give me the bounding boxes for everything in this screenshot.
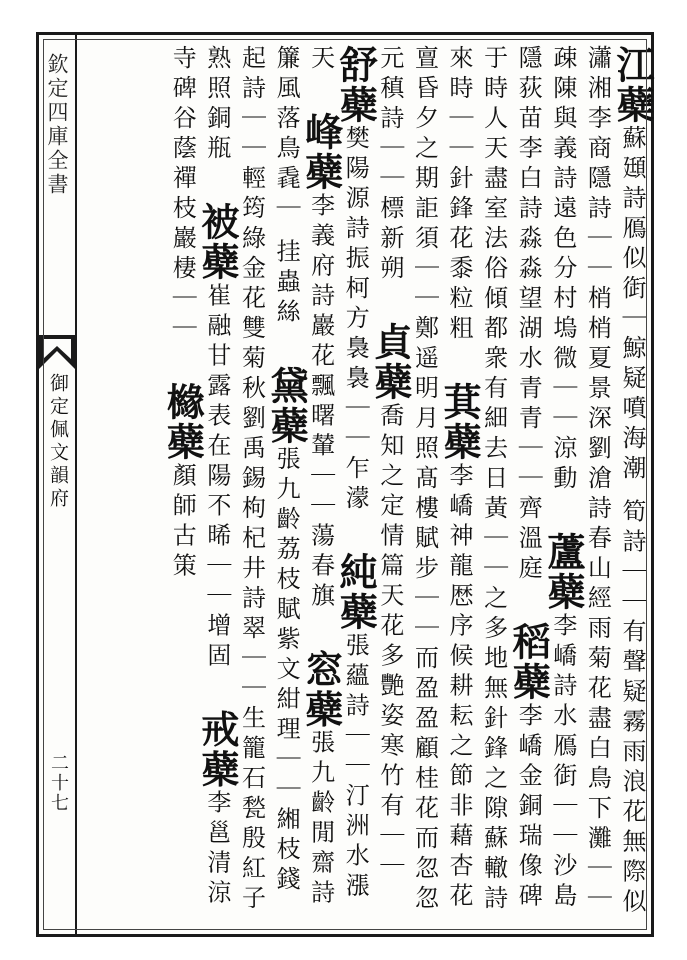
margin-book-title: 御定佩文韻府 — [47, 373, 69, 511]
entry-head: 純蘗 — [333, 552, 379, 633]
page-frame — [36, 32, 654, 937]
entry-head: 戒蘗 — [194, 709, 240, 790]
entry-text: 蘇頲詩鴈似衘｜鯨疑噴海潮 筍詩｜｜有聲疑霧雨浪花無際似瀟湘李商隱詩｜｜梢梢夏景深劉滄詩春山經雨菊花盡白鳥下灘｜｜疎陳與義詩遠色分村塢微｜｜涼動 — [548, 45, 646, 919]
entry-text: 李嶠神龍厯序候耕耘之節非藉杏花亶昏夕之期詎須｜｜鄭遥明月照髙樓賦步｜｜而盈盈顧桂花而忽忽元稹詩｜｜標新朔 — [375, 45, 474, 915]
entry-head: 峰蘗 — [298, 112, 344, 193]
entry-text: 顏師古策 — [168, 462, 197, 583]
entry — [160, 45, 655, 925]
entry-text: 樊陽源詩振柯方裊裊｜｜乍濛 — [341, 125, 370, 515]
entry-head: 萁蘗 — [437, 382, 483, 463]
entry-head: 舒蘗 — [333, 45, 379, 125]
entry-text: 崔融甘露表在陽不晞｜｜增固 — [202, 282, 231, 673]
entry-text: 張九齡荔枝賦紫文紺理｜｜緗枝錢起詩｜｜輕筠綠金花雙菊秋劉禹錫枸杞井詩翠｜｜生籠石甃殷紅子熟照銅瓶 — [202, 45, 301, 915]
entry-head: 貞蘗 — [367, 322, 413, 403]
entry-head: 窓蘗 — [298, 649, 344, 730]
entry-head: 稻蘗 — [506, 622, 552, 703]
entry-head: 江蘗 — [610, 45, 655, 125]
entry-head: 黛蘗 — [264, 365, 310, 446]
entry-head: 被蘗 — [194, 202, 240, 283]
entry-head: 蘆蘗 — [540, 532, 586, 613]
margin-book-title-top: 欽定四庫全書 — [45, 53, 69, 197]
margin-strip — [39, 35, 77, 934]
entry-text: 張蘊詩｜｜汀洲水漲天 — [306, 45, 370, 903]
page-number: 二十七 — [48, 753, 69, 813]
entry-text: 李嶠金銅瑞像碑于時人天盡室法俗傾都衆有細去日黃｜｜之多地無針鋒之隙蘇轍詩來時｜｜針鋒花黍粒粗 — [445, 45, 543, 915]
text-body — [83, 45, 655, 925]
entry-text: 李嶠詩水鴈衘｜｜沙島隱荻苗李白詩淼淼望湖水青青｜｜齊溫庭 — [514, 45, 577, 913]
entry-text: 李義府詩巖花飄曙輦｜｜蕩春旗 — [306, 192, 335, 613]
fish-tail-ornament-icon — [39, 335, 75, 369]
entry-head: 櫞蘗 — [160, 382, 206, 463]
entry-text: 李邕清涼寺碑谷蔭禪枝巖棲｜｜ — [168, 45, 231, 910]
entry-text: 張九齡閒齋詩簾風落鳥毳｜ 挂蟲絲 — [272, 45, 335, 910]
entry-text: 喬知之定情篇天花多艷姿寒竹有｜｜ — [375, 402, 404, 883]
